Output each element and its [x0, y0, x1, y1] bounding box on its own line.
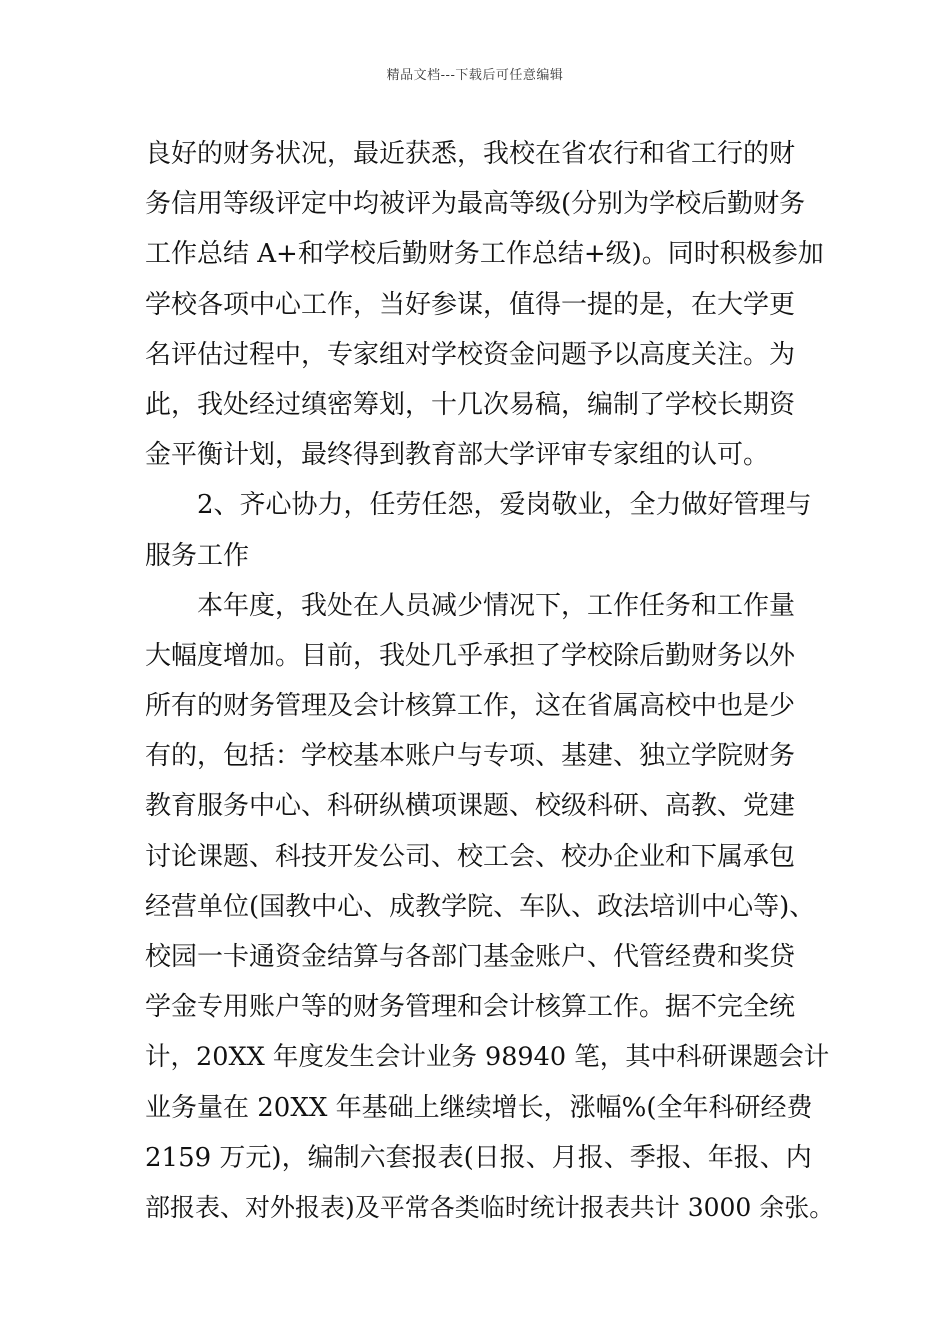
text-line: 良好的财务状况，最近获悉，我校在省农行和省工行的财	[145, 139, 796, 169]
text-line: 讨论课题、科技开发公司、校工会、校办企业和下属承包	[145, 841, 796, 872]
text-line: 名评估过程中，专家组对学校资金问题予以高度关注。为	[145, 339, 796, 370]
text-line: 部报表、对外报表)及平常各类临时统计报表共计 3000 余张。	[145, 1192, 835, 1222]
section-heading-line: 2、齐心协力，任劳任怨，爱岗敬业，全力做好管理与	[197, 490, 812, 521]
text-line: 此，我处经过缜密筹划，十几次易稿，编制了学校长期资	[145, 389, 796, 420]
text-line: 务信用等级评定中均被评为最高等级(分别为学校后勤财务	[145, 189, 806, 220]
section-heading-line: 服务工作	[145, 540, 250, 571]
text-line: 校园一卡通资金结算与各部门基金账户、代管经费和奖贷	[145, 942, 796, 972]
text-line: 大幅度增加。目前，我处几乎承担了学校除后勤财务以外	[145, 640, 796, 671]
text-line: 计，20XX 年度发生会计业务 98940 笔，其中科研课题会计	[145, 1042, 830, 1073]
text-line: 2159 万元)，编制六套报表(日报、月报、季报、年报、内	[145, 1142, 812, 1173]
text-line: 本年度，我处在人员减少情况下，工作任务和工作量	[197, 590, 796, 621]
text-line: 学金专用账户等的财务管理和会计核算工作。据不完全统	[145, 992, 796, 1023]
text-line: 工作总结 A+和学校后勤财务工作总结+级)。同时积极参加	[145, 239, 824, 270]
text-line: 经营单位(国教中心、成教学院、车队、政法培训中心等)、	[145, 891, 816, 922]
page-header: 精品文档---下载后可任意编辑	[386, 68, 564, 83]
document-body	[145, 129, 835, 1233]
text-line: 所有的财务管理及会计核算工作，这在省属高校中也是少	[145, 691, 796, 722]
text-line: 业务量在 20XX 年基础上继续增长，涨幅%(全年科研经费	[145, 1092, 813, 1123]
text-line: 金平衡计划，最终得到教育部大学评审专家组的认可。	[145, 440, 770, 471]
text-line: 有的，包括：学校基本账户与专项、基建、独立学院财务	[145, 741, 796, 772]
text-line: 教育服务中心、科研纵横项课题、校级科研、高教、党建	[145, 791, 796, 822]
text-line: 学校各项中心工作，当好参谋，值得一提的是，在大学更	[145, 289, 796, 320]
